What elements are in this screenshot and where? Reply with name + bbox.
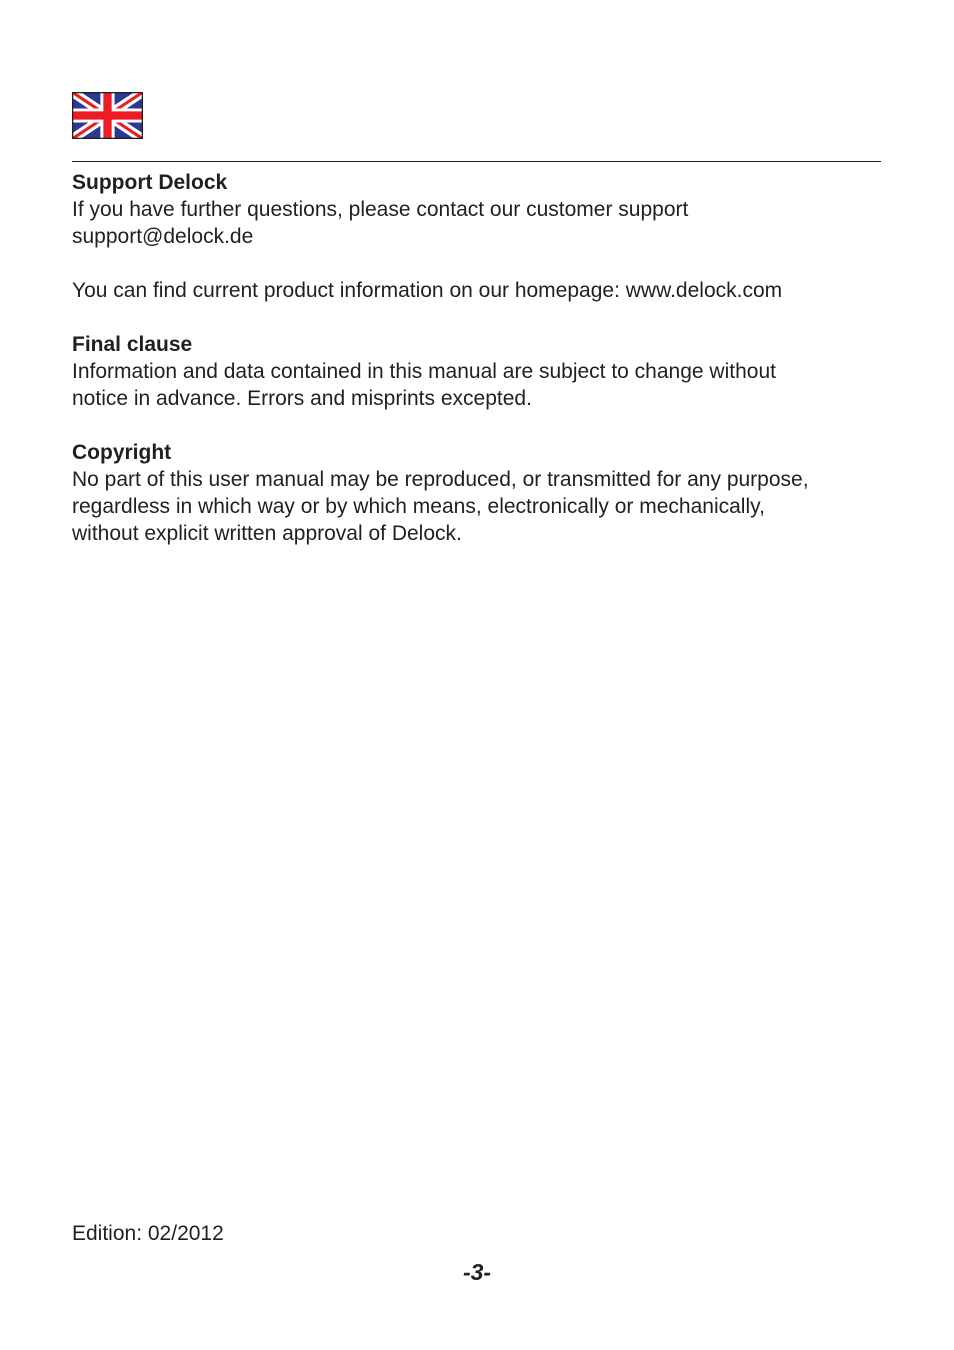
copyright-section [72, 439, 882, 547]
page-number: -3- [462, 1259, 492, 1285]
support-email: support@delock.de [72, 225, 254, 248]
uk-flag-icon [72, 92, 143, 139]
header-divider [72, 161, 881, 162]
homepage-section [72, 277, 882, 304]
copyright-text-line3: without explicit written approval of Delock. [72, 522, 462, 545]
edition-label: Edition: 02/2012 [72, 1222, 224, 1245]
final-clause-heading: Final clause [72, 333, 193, 356]
final-clause-section [72, 331, 882, 412]
copyright-heading: Copyright [72, 441, 172, 464]
homepage-text: You can find current product information on our homepage: www.delock.com [72, 279, 783, 302]
final-clause-text-line1: Information and data contained in this manual are subject to change without [72, 360, 776, 383]
support-heading: Support Delock [72, 171, 228, 194]
support-text: If you have further questions, please contact our customer support [72, 198, 689, 221]
copyright-text-line1: No part of this user manual may be reproduced, or transmitted for any purpose, [72, 468, 809, 491]
support-section [72, 169, 882, 250]
copyright-text-line2: regardless in which way or by which means, electronically or mechanically, [72, 495, 765, 518]
final-clause-text-line2: notice in advance. Errors and misprints excepted. [72, 387, 532, 410]
manual-content [72, 169, 882, 547]
